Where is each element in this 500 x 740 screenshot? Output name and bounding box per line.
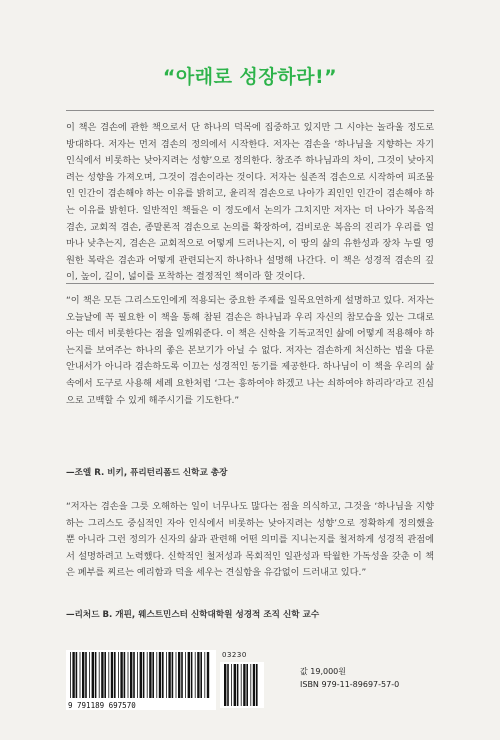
barcode-bar: [156, 652, 157, 698]
barcode-bar: [191, 652, 193, 698]
barcode-bar: [168, 652, 170, 698]
barcode-bar: [231, 664, 232, 706]
barcode-addon-bars: [220, 662, 264, 708]
barcode-bar: [95, 652, 97, 698]
middle-divider: [66, 283, 434, 284]
top-divider: [66, 110, 434, 111]
barcode-bar: [197, 652, 199, 698]
barcode-bar: [89, 652, 90, 698]
barcode-bar: [159, 652, 161, 698]
barcode-bar: [253, 664, 255, 706]
barcode-bar: [243, 664, 245, 706]
barcode-bar: [80, 652, 81, 698]
barcode-bar: [207, 652, 209, 698]
barcode-bar: [140, 652, 142, 698]
barcode-bar: [152, 652, 154, 698]
isbn: ISBN 979-11-89697-57-0: [300, 680, 400, 689]
barcode-bar: [99, 652, 100, 698]
barcode-bar: [70, 652, 71, 698]
barcode-bar: [234, 664, 236, 706]
barcode-bar: [92, 652, 94, 698]
barcode-bar: [256, 664, 258, 706]
barcode-bar: [204, 652, 205, 698]
barcode-bar: [137, 652, 138, 698]
barcode-bar: [149, 652, 151, 698]
barcode-bar: [147, 652, 148, 698]
barcode-bar: [82, 652, 84, 698]
barcode-bar: [172, 652, 174, 698]
barcode-bar: [124, 652, 126, 698]
barcode-bar: [224, 664, 226, 706]
isbn-barcode: [66, 650, 266, 720]
barcode-bar: [188, 652, 190, 698]
barcode-bar: [185, 652, 186, 698]
barcode-digits: 9 791189 697570: [68, 701, 136, 710]
barcode-bar: [111, 652, 113, 698]
headline: “아래로 성장하라!”: [162, 66, 338, 88]
barcode-addon-number: 03230: [222, 651, 247, 659]
endorsement-quote-1: “이 책은 모든 그리스도인에게 적용되는 중요한 주제를 일목요연하게 설명하고 있다. 저자는 오늘날에 꼭 필요한 이 책을 통해 참된 겸손은 하나님과 우리 자신의 참모습을 있는 그대로 아는 데서 비롯한다는 점을 일깨워준다. 이 책은 신학을 기독교적인 삶에 어떻게 적용해야 하는지를 보여주는 하나의 좋은 본보기가 아닐 수 없다. 저자는 겸손하게 처신하는 법을 다룬 안내서가 아니라 겸손하도록 이끄는 성경적인 동기를 제공한다. 하나님이 이 책을 우리의 삶 속에서 도구로 사용해 세례 요한처럼 ‘그는 흥하여야 하겠고 나는 쇠하여야 하리라’라고 진심으로 고백할 수 있게 해주시기를 기도한다.”: [66, 295, 434, 406]
barcode-bar: [85, 652, 87, 698]
barcode-bar: [133, 652, 135, 698]
barcode-bar: [108, 652, 109, 698]
barcode-bar: [114, 652, 116, 698]
barcode-bar: [120, 652, 122, 698]
barcode-bar: [130, 652, 132, 698]
endorsement-attribution-2: —리처드 B. 개핀, 웨스트민스터 신학대학원 성경적 조직 신학 교수: [66, 610, 320, 620]
barcode-bar: [128, 652, 129, 698]
barcode-bar: [104, 652, 106, 698]
barcode-bar: [72, 652, 74, 698]
endorsement-attribution-1: —조엘 R. 비키, 퓨리턴리폼드 신학교 총장: [66, 468, 228, 478]
description-paragraph: 이 책은 겸손에 관한 책으로서 단 하나의 덕목에 집중하고 있지만 그 시야는 놀라울 정도로 방대하다. 저자는 먼저 겸손의 정의에서 시작한다. 저자는 겸손을 ‘하나님을 지향하는 자기 인식에서 비롯하는 낮아지려는 성향’으로 정의한다. 창조주 하나님과의 차이, 그것이 낮아지려는 성향을 가져오며, 그것이 겸손이라는 것이다. 저자는 실존적 겸손으로 시작하여 피조물인 인간이 겸손해야 하는 이유를 밝히고, 윤리적 겸손으로 나아가 죄인인 인간이 겸손해야 하는 이유를 밝힌다. 일반적인 책들은 이 정도에서 논의가 그치지만 저자는 더 나아가 복음적 겸손, 교회적 겸손, 종말론적 겸손으로 논의를 확장하여, 검비로운 복음의 진리가 우리를 얼마나 낮추는지, 겸손은 교회적으로 어떻게 드러나는지, 이 땅의 삶의 유한성과 장차 누릴 영원한 복락은 겸손과 어떻게 관련되는지 하나하나 설명해 나간다. 이 책은 성경적 겸손의 깊이, 높이, 길이, 넓이를 포착하는 결정적인 책이라 할 것이다.: [66, 122, 434, 283]
barcode-bar: [76, 652, 78, 698]
price: 값 19,000원: [300, 667, 346, 676]
barcode-bars: [66, 650, 216, 710]
barcode-bar: [101, 652, 103, 698]
endorsement-quote-2: “저자는 겸손을 그릇 오해하는 일이 너무나도 많다는 점을 의식하고, 그것을 ‘하나님을 지향하는 그리스도 중심적인 자아 인식에서 비롯하는 낮아지려는 성향’으로 정확하게 정의했을 뿐 아니라 그런 정의가 신자의 삶과 관련해 어떤 의미를 지니는지를 철저하게 성경적 관점에서 설명하려고 노력했다. 신학적인 철저성과 목회적인 일관성과 탁월한 가독성을 갖춘 이 책은 폐부를 찌르는 예리함과 덕을 세우는 견실함을 유감없이 드러내고 있다.”: [66, 501, 434, 579]
barcode-bar: [195, 652, 196, 698]
barcode-bar: [237, 664, 239, 706]
barcode-bar: [176, 652, 177, 698]
barcode-bar: [162, 652, 164, 698]
barcode-bar: [200, 652, 202, 698]
barcode-bar: [241, 664, 242, 706]
barcode-bar: [250, 664, 251, 706]
barcode-bar: [143, 652, 145, 698]
barcode-bar: [166, 652, 167, 698]
barcode-bar: [246, 664, 248, 706]
barcode-bar: [227, 664, 229, 706]
barcode-bar: [178, 652, 180, 698]
barcode-bar: [118, 652, 119, 698]
barcode-bar: [181, 652, 183, 698]
